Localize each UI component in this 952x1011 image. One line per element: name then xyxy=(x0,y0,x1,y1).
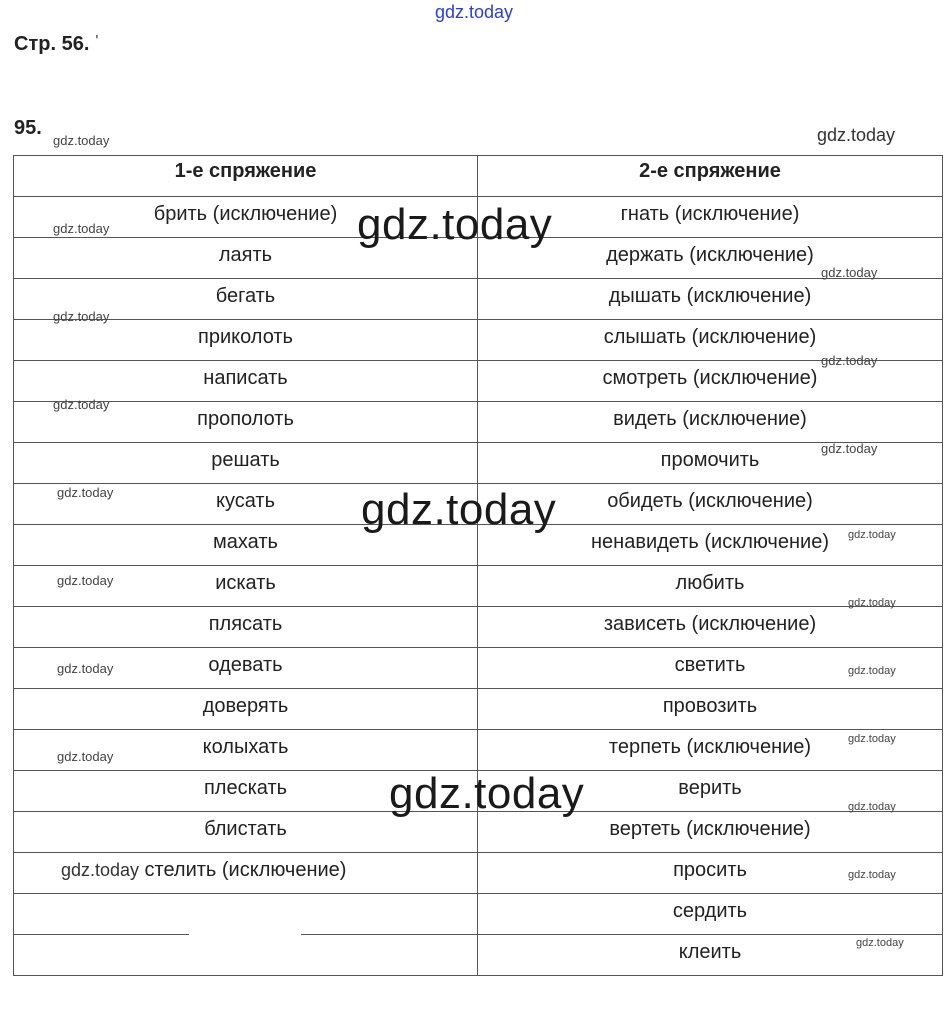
verb-first-conjugation: написать xyxy=(14,361,478,402)
conjugation-table xyxy=(13,155,943,976)
watermark: gdz.today xyxy=(821,265,878,280)
verb-first-conjugation: брить (исключение) xyxy=(14,197,478,238)
page-title xyxy=(14,33,98,56)
verb-second-conjugation: вертеть (исключение) xyxy=(478,812,943,853)
verb-first-conjugation: доверять xyxy=(14,689,478,730)
verb-second-conjugation: любить xyxy=(478,566,943,607)
verb-second-conjugation: ненавидеть (исключение) xyxy=(478,525,943,566)
table-row xyxy=(14,279,943,320)
table-row xyxy=(14,320,943,361)
watermark: gdz.today xyxy=(848,801,896,813)
verb-first-conjugation: решать xyxy=(14,443,478,484)
verb-second-conjugation: смотреть (исключение) xyxy=(478,361,943,402)
watermark: gdz.today xyxy=(848,665,896,677)
table-row xyxy=(14,402,943,443)
watermark: gdz.today xyxy=(821,441,878,456)
verb-second-conjugation: держать (исключение) xyxy=(478,238,943,279)
watermark: gdz.today xyxy=(57,661,114,676)
verb-first-conjugation-empty xyxy=(14,894,478,935)
verb-second-conjugation: просить xyxy=(478,853,943,894)
watermark: gdz.today xyxy=(53,397,110,412)
page-title-text: Стр. 56. xyxy=(14,33,90,55)
header-second-conjugation: 2-е спряжение xyxy=(478,156,943,197)
watermark: gdz.today xyxy=(817,125,896,145)
verb-second-conjugation: обидеть (исключение) xyxy=(478,484,943,525)
watermark: gdz.today xyxy=(61,860,140,880)
verb-first-conjugation: кусать xyxy=(14,484,478,525)
table-row xyxy=(14,607,943,648)
verb-second-conjugation: сердить xyxy=(478,894,943,935)
watermark: gdz.today xyxy=(53,309,110,324)
verb-first-conjugation: прополоть xyxy=(14,402,478,443)
table-row xyxy=(14,648,943,689)
verb-second-conjugation: гнать (исключение) xyxy=(478,197,943,238)
watermark-large: gdz.today xyxy=(357,200,553,249)
page-title-mark: ' xyxy=(95,33,99,50)
verb-first-conjugation: блистать xyxy=(14,812,478,853)
watermark: gdz.today xyxy=(57,573,114,588)
watermark: gdz.today xyxy=(848,597,896,609)
table-row xyxy=(14,443,943,484)
verb-first-conjugation: плескать xyxy=(14,771,478,812)
verb-first-conjugation: махать xyxy=(14,525,478,566)
watermark: gdz.today xyxy=(57,749,114,764)
watermark: gdz.today xyxy=(856,937,904,949)
table-row xyxy=(14,935,943,976)
verb-second-conjugation: видеть (исключение) xyxy=(478,402,943,443)
verb-second-conjugation: зависеть (исключение) xyxy=(478,607,943,648)
verb-second-conjugation: слышать (исключение) xyxy=(478,320,943,361)
verb-second-conjugation: светить xyxy=(478,648,943,689)
table-row xyxy=(14,361,943,402)
verb-second-conjugation: промочить xyxy=(478,443,943,484)
verb-first-conjugation: искать xyxy=(14,566,478,607)
table-row xyxy=(14,566,943,607)
watermark: gdz.today xyxy=(53,133,110,148)
watermark-large: gdz.today xyxy=(389,769,585,818)
verb-first-conjugation: бегать xyxy=(14,279,478,320)
table-header-row xyxy=(14,156,943,197)
verb-second-conjugation: дышать (исключение) xyxy=(478,279,943,320)
verb-first-conjugation: плясать xyxy=(14,607,478,648)
verb-second-conjugation: провозить xyxy=(478,689,943,730)
table-row xyxy=(14,853,943,894)
verb-first-conjugation: колыхать xyxy=(14,730,478,771)
watermark: gdz.today xyxy=(53,221,110,236)
verb-first-conjugation: лаять xyxy=(14,238,478,279)
verb-second-conjugation: верить xyxy=(478,771,943,812)
watermark: gdz.today xyxy=(848,869,896,881)
verb-first-conjugation-empty xyxy=(14,935,478,976)
exercise-number: 95. xyxy=(14,117,42,139)
watermark: gdz.today xyxy=(848,733,896,745)
verb-second-conjugation: клеить xyxy=(478,935,943,976)
watermark: gdz.today xyxy=(821,353,878,368)
table-row xyxy=(14,689,943,730)
watermark-large: gdz.today xyxy=(361,485,557,534)
border-gap xyxy=(189,932,301,936)
watermark: gdz.today xyxy=(848,529,896,541)
table-row xyxy=(14,730,943,771)
table-row xyxy=(14,894,943,935)
watermark: gdz.today xyxy=(57,485,114,500)
watermark-top: gdz.today xyxy=(435,2,514,22)
verb-second-conjugation: терпеть (исключение) xyxy=(478,730,943,771)
header-first-conjugation: 1-е спряжение xyxy=(14,156,478,197)
verb-first-conjugation: стелить (исключение) xyxy=(14,853,478,894)
verb-first-conjugation: приколоть xyxy=(14,320,478,361)
verb-first-conjugation: одевать xyxy=(14,648,478,689)
